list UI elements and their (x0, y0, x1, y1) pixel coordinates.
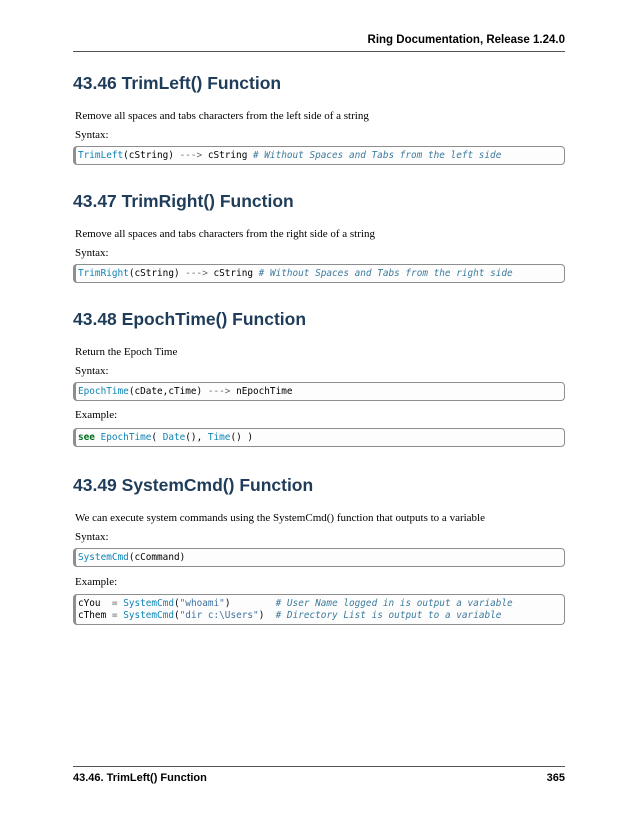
epochtime-example-code (73, 428, 565, 447)
code-punct: ( (174, 598, 180, 609)
code-variable: cThem (78, 610, 112, 621)
code-function: SystemCmd (123, 598, 174, 609)
code-args: (cDate,cTime) (128, 386, 208, 397)
epochtime-syntax-label: Syntax: (75, 365, 109, 377)
systemcmd-example-code (73, 594, 565, 625)
code-arrow: ---> (185, 268, 208, 279)
code-string: "dir c:\Users" (179, 610, 259, 621)
heading-epochtime: 43.48 EpochTime() Function (73, 309, 307, 329)
code-keyword: see (78, 432, 95, 443)
code-function: Time (207, 432, 231, 443)
page-number: 365 (546, 772, 565, 784)
epochtime-example-label: Example: (75, 409, 118, 421)
code-punct: ( (151, 432, 163, 443)
code-return: nEpochTime (230, 386, 293, 397)
trimleft-description: Remove all spaces and tabs characters from the left side of a string (75, 110, 369, 122)
systemcmd-syntax-code (73, 548, 565, 567)
systemcmd-description: We can execute system commands using the SystemCmd() function that outputs to a variable (75, 512, 485, 524)
systemcmd-example-label: Example: (75, 576, 118, 588)
trimright-description: Remove all spaces and tabs characters from the right side of a string (75, 228, 375, 240)
code-punct: () ) (230, 432, 254, 443)
header-rule (73, 51, 565, 52)
code-punct: ( (174, 610, 180, 621)
code-comment: # Directory List is output to a variable (275, 610, 502, 621)
systemcmd-syntax-label: Syntax: (75, 531, 109, 543)
code-function: TrimLeft (78, 150, 124, 161)
code-args: (cString) (128, 268, 186, 279)
code-function: SystemCmd (123, 610, 174, 621)
code-punct: (), (185, 432, 208, 443)
code-function: Date (162, 432, 186, 443)
code-function: EpochTime (78, 386, 129, 397)
trimleft-syntax-label: Syntax: (75, 129, 109, 141)
code-operator: = (111, 598, 118, 609)
code-args: (cString) (123, 150, 180, 161)
code-return: cString (202, 150, 253, 161)
code-line (78, 610, 559, 622)
code-comment: # User Name logged in is output a variable (275, 598, 513, 609)
code-function: TrimRight (78, 268, 129, 279)
trimright-syntax-code (73, 264, 565, 283)
epochtime-description: Return the Epoch Time (75, 346, 178, 358)
heading-trimright: 43.47 TrimRight() Function (73, 191, 294, 211)
code-comment: # Without Spaces and Tabs from the right side (258, 268, 513, 279)
code-operator: = (111, 610, 118, 621)
code-padding (264, 610, 275, 621)
code-variable: cYou (78, 598, 112, 609)
code-padding (230, 598, 275, 609)
trimright-syntax-label: Syntax: (75, 247, 109, 259)
heading-trimleft: 43.46 TrimLeft() Function (73, 73, 282, 93)
code-string: "whoami" (179, 598, 225, 609)
code-punct: ) (258, 610, 265, 621)
epochtime-syntax-code (73, 382, 565, 401)
code-arrow: ---> (179, 150, 203, 161)
code-arrow: ---> (207, 386, 231, 397)
code-comment: # Without Spaces and Tabs from the left side (253, 150, 502, 161)
code-args: (cCommand) (128, 552, 186, 563)
footer-rule (73, 766, 565, 767)
code-return: cString (207, 268, 259, 279)
code-line (78, 598, 559, 610)
footer-section-title: 43.46. TrimLeft() Function (73, 772, 207, 784)
heading-systemcmd: 43.49 SystemCmd() Function (73, 475, 314, 495)
code-function: EpochTime (100, 432, 152, 443)
code-punct: ) (224, 598, 231, 609)
code-function: SystemCmd (78, 552, 129, 563)
trimleft-syntax-code (73, 146, 565, 165)
running-header: Ring Documentation, Release 1.24.0 (367, 34, 565, 46)
